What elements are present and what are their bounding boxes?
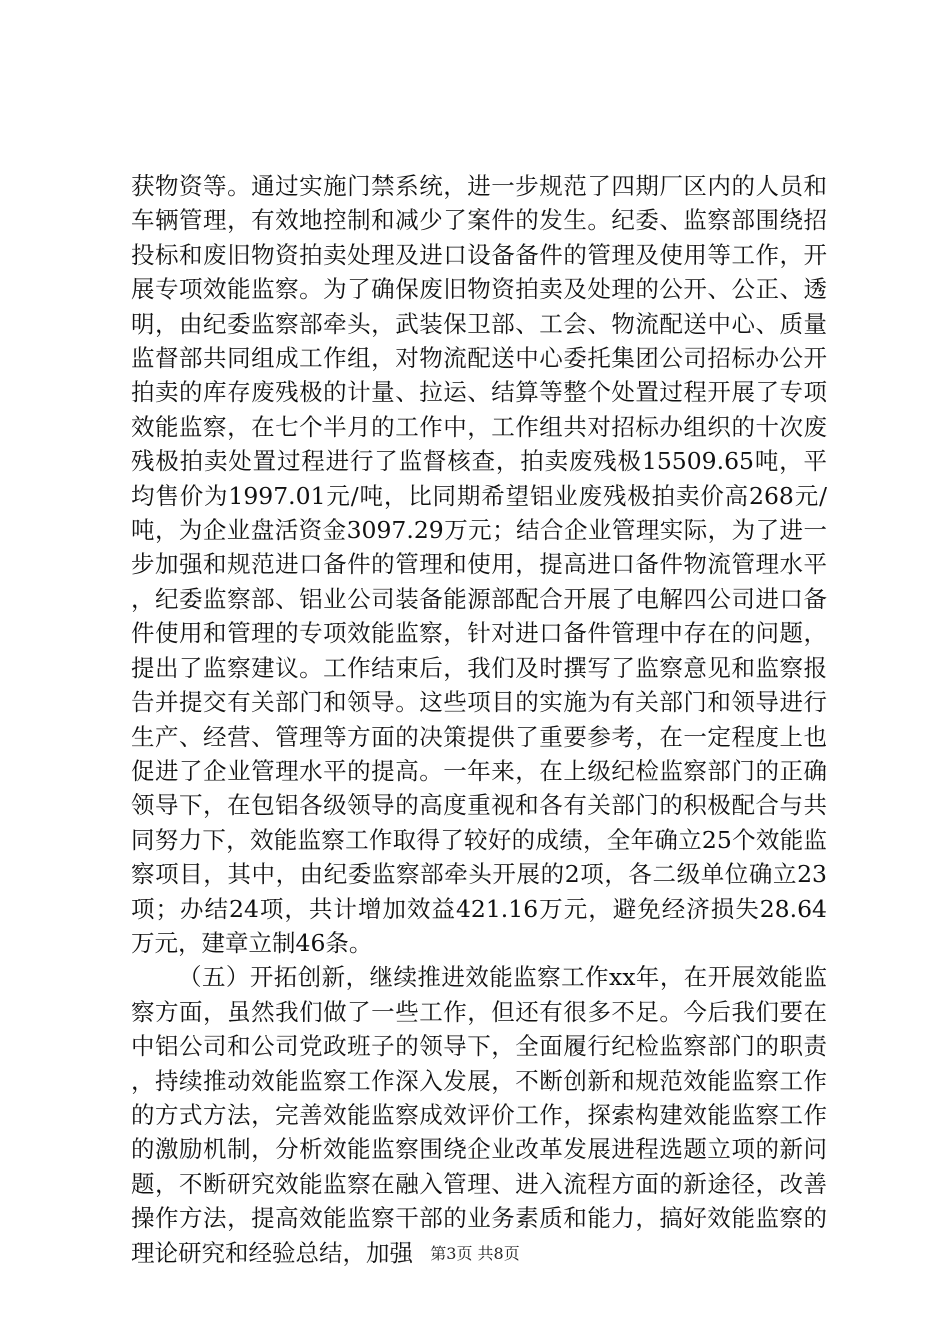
page-footer: 第3页 共8页 bbox=[430, 1244, 520, 1263]
paragraph-2: （五）开拓创新，继续推进效能监察工作xx年，在开展效能监察方面，虽然我们做了一些工作，但还有很多不足。今后我们要在中铝公司和公司党政班子的领导下，全面履行纪检监察部门的职责，持续推动效能监察工作深入发展，不断创新和规范效能监察工作的方式方法，完善效能监察成效评价工作，探索构建效能监察工作的激励机制，分析效能监察围绕企业改革发展进程选题立项的新问题，不断研究效能监察在融入管理、进入流程方面的新途径，改善操作方法，提高效能监察干部的业务素质和能力，搞好效能监察的理论研究和经验总结，加强 bbox=[131, 963, 827, 1267]
document-body bbox=[131, 169, 827, 1270]
paragraph-1: 获物资等。通过实施门禁系统，进一步规范了四期厂区内的人员和车辆管理，有效地控制和减少了案件的发生。纪委、监察部围绕招投标和废旧物资拍卖处理及进口设备备件的管理及使用等工作，开展专项效能监察。为了确保废旧物资拍卖及处理的公开、公正、透明，由纪委监察部牵头，武装保卫部、工会、物流配送中心、质量监督部共同组成工作组，对物流配送中心委托集团公司招标办公开拍卖的库存废残极的计量、拉运、结算等整个处置过程开展了专项效能监察，在七个半月的工作中，工作组共对招标办组织的十次废残极拍卖处置过程进行了监督核查，拍卖废残极15509.65吨，平均售价为1997.01元/吨，比同期希望铝业废残极拍卖价高268元/吨，为企业盘活资金3097.29万元；结合企业管理实际，为了进一步加强和规范进口备件的管理和使用，提高进口备件物流管理水平，纪委监察部、铝业公司装备能源部配合开展了电解四公司进口备件使用和管理的专项效能监察，针对进口备件管理中存在的问题，提出了监察建议。工作结束后，我们及时撰写了监察意见和监察报告并提交有关部门和领导。这些项目的实施为有关部门和领导进行生产、经营、管理等方面的决策提供了重要参考，在一定程度上也促进了企业管理水平的提高。一年来，在上级纪检监察部门的正确领导下，在包铝各级领导的高度重视和各有关部门的积极配合与共同努力下，效能监察工作取得了较好的成绩，全年确立25个效能监察项目，其中，由纪委监察部牵头开展的2项，各二级单位确立23项；办结24项，共计增加效益421.16万元，避免经济损失28.64万元，建章立制46条。 bbox=[131, 172, 827, 957]
